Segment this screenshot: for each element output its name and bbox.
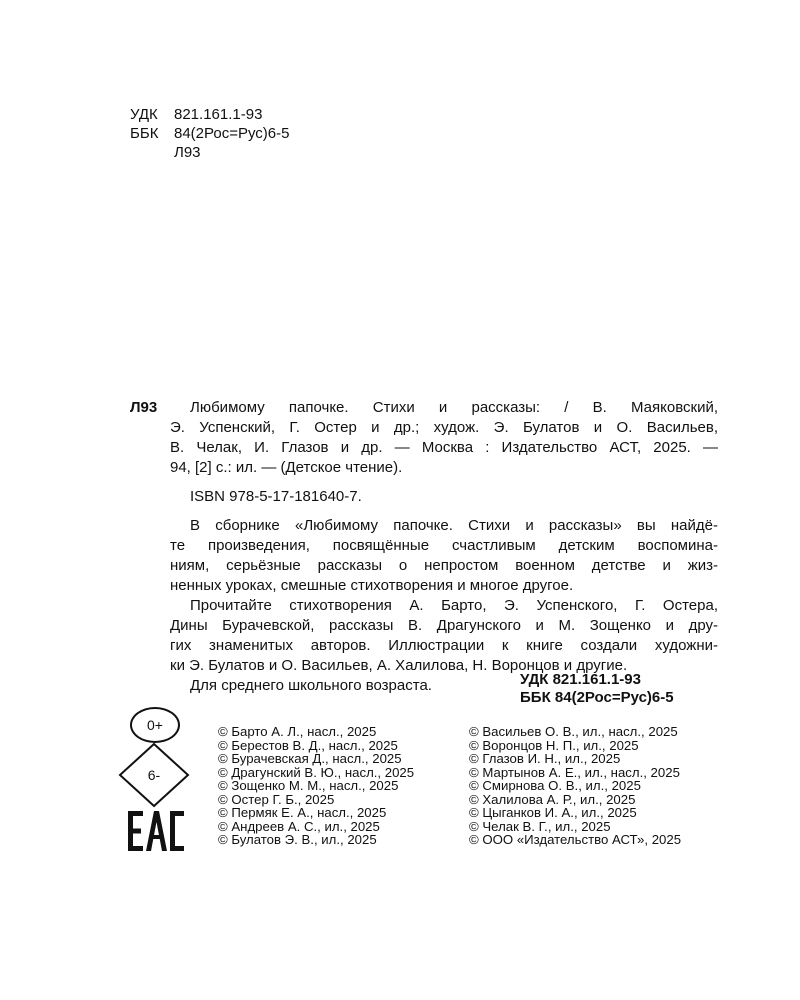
credit-item: © Халилова А. Р., ил., 2025 (469, 791, 636, 807)
biblio-line: 94, [2] с.: ил. — (Детское чтение). (170, 459, 403, 476)
annotation-line: ниям, серьёзные рассказы о непростом военном детстве и жиз- (170, 557, 718, 574)
credit-item: © Барто А. Л., насл., 2025 (218, 724, 377, 739)
annotation-line: ненных уроках, смешные стихотворения и многое другое. (170, 577, 574, 594)
credit-item: © Андреев А. С., ил., 2025 (218, 818, 380, 834)
annotation-line: Дины Бурачевской, рассказы В. Драгунского и М. Зощенко и дру- (170, 617, 718, 634)
isbn: ISBN 978-5-17-181640-7. (190, 488, 362, 505)
annotation-line: Прочитайте стихотворения А. Барто, Э. Успенского, Г. Остера, (190, 597, 718, 614)
credit-item: © ООО «Издательство АСТ», 2025 (469, 832, 682, 847)
credit-item: © Смирнова О. В., ил., 2025 (469, 778, 641, 793)
biblio-line: Любимому папочке. Стихи и рассказы: / В. Маяковский, (190, 399, 718, 416)
credit-item: © Зощенко М. М., насл., 2025 (218, 778, 399, 793)
age-rating-diamond-text: 6- (147, 767, 161, 783)
bibliographic-entry (170, 398, 718, 696)
credit-item: © Остер Г. Б., 2025 (218, 791, 335, 807)
credit-item: © Бурачевская Д., насл., 2025 (218, 751, 402, 766)
annotation-line: те произведения, посвящённые счастливым детским воспомина- (170, 537, 718, 554)
udk-label: УДК (130, 106, 158, 123)
annotation-line: В сборнике «Любимому папочке. Стихи и рассказы» вы найдё- (190, 517, 718, 534)
credit-item: © Берестов В. Д., насл., 2025 (218, 737, 398, 753)
bottom-udk: УДК 821.161.1-93 (520, 671, 641, 688)
age-rating-circle-text: 0+ (147, 717, 163, 733)
eac-mark-icon (128, 811, 184, 856)
credit-item: © Булатов Э. В., ил., 2025 (218, 832, 377, 847)
credit-item: © Воронцов Н. П., ил., 2025 (469, 737, 639, 753)
credit-item: © Глазов И. Н., ил., 2025 (469, 751, 621, 766)
audience-note: Для среднего школьного возраста. (190, 677, 432, 694)
age-rating-diamond (118, 742, 190, 808)
credit-item: © Мартынов А. Е., ил., насл., 2025 (469, 764, 680, 780)
entry-sign: Л93 (130, 399, 158, 416)
annotation-line: ки Э. Булатов и О. Васильев, А. Халилова, Н. Воронцов и другие. (170, 657, 628, 674)
credit-item: © Васильев О. В., ил., насл., 2025 (469, 724, 678, 739)
bottom-bbk: ББК 84(2Рос=Рус)6-5 (520, 689, 674, 706)
biblio-line: В. Челак, И. Глазов и др. — Москва : Издательство АСТ, 2025. — (170, 439, 718, 456)
annotation-line: гих знаменитых авторов. Иллюстрации к книге создали художни- (170, 637, 718, 654)
credit-item: © Пермяк Е. А., насл., 2025 (218, 805, 387, 820)
credits-right (469, 725, 681, 847)
biblio-line: Э. Успенский, Г. Остер и др.; худож. Э. Булатов и О. Васильев, (170, 419, 718, 436)
udk-value: 821.161.1-93 (174, 106, 263, 123)
credit-item: © Цыганков И. А., ил., 2025 (469, 805, 637, 820)
age-rating-circle (130, 707, 180, 743)
credits-left (218, 725, 414, 847)
credit-item: © Челак В. Г., ил., 2025 (469, 818, 611, 834)
bbk-label: ББК (130, 125, 159, 142)
bbk-value: 84(2Рос=Рус)6-5 (174, 125, 290, 142)
udk-line (130, 106, 262, 124)
credit-item: © Драгунский В. Ю., насл., 2025 (218, 764, 415, 780)
bbk-line (130, 125, 289, 143)
author-sign: Л93 (174, 144, 201, 161)
